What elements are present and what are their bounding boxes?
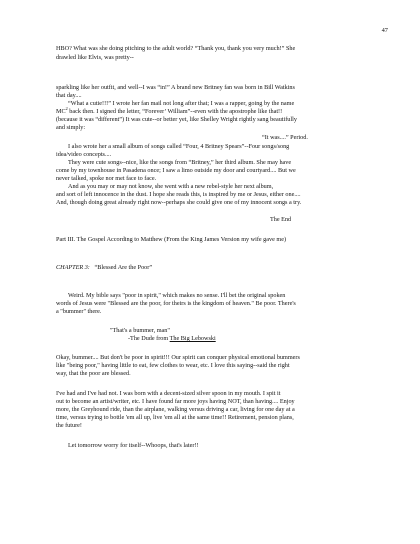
quote-attribution xyxy=(128,335,216,343)
text-line: the future! xyxy=(56,422,82,429)
text-line: Okay, bummer.... But don't be poor in spirit!!! Our spirit can conquer physical emotional bummers xyxy=(56,354,300,361)
text-line: Weird. My bible says "poor in spirit," which makes no sense. I'll bet the original spoken xyxy=(68,292,286,299)
text-fragment: -The Dude from xyxy=(128,335,170,342)
text-line: And, though doing great already right now--perhaps she could give one of my innocent songs a try. xyxy=(56,199,302,206)
text-line: way, that the poor are blessed. xyxy=(56,370,131,377)
text-fragment: back then. I signed the letter, “Forever’ William”--even with the apostrophe like that!! xyxy=(67,108,283,115)
film-title: The Big Lebowski xyxy=(169,335,216,342)
text-line: I've had and I've had not. I was born with a decent-sized silver spoon in my mouth. I spit it xyxy=(56,390,281,397)
chapter-title: “Blessed Are the Poor” xyxy=(94,264,153,271)
text-line: And as you may or may not know, she went with a new rebel-style her next album, xyxy=(68,183,274,190)
text-line: a "bummer" there. xyxy=(56,308,102,315)
text-line: drawled like Elvis, was pretty-- xyxy=(56,54,134,61)
text-line: more, the Greyhound ride, than the airplane, walking versus driving a car, living for one day at a xyxy=(56,406,295,413)
text-line: come by my townhouse in Pasadena once; I saw a limo outside my door and courtyard.... But we xyxy=(56,167,296,174)
text-line: idea/video concepts.... xyxy=(56,151,112,158)
text-line: I also wrote her a small album of songs called “Four, 4 Britney Spears”--Four songs/song xyxy=(68,143,290,150)
text-line: HBO? What was she doing pitching to the adult world? “Thank you, thank you very much!” She xyxy=(56,45,296,52)
text-line: “What a cutie!!!” I wrote her fan mail not long after that; I was a rapper, going by the name xyxy=(68,100,295,107)
text-line: (because it was “different”) It was cute--or better yet, like Shelley Wright rightly sang beautifully xyxy=(56,116,297,123)
text-line: out to become an artist/writer, etc. I have found far more joys having NOT, than having.... Enjoy xyxy=(56,398,295,405)
page-number: 47 xyxy=(381,27,388,34)
text-line: “It was....” Period. xyxy=(262,134,308,141)
section-end: The End xyxy=(270,216,292,223)
text-line: Let tomorrow worry for itself--Whoops, that's later!! xyxy=(68,442,199,449)
superscript: 2 xyxy=(65,105,68,111)
text-line: and sort of left innocence in the dust. I hope she reads this, is inspired by me or Jesus, either one.... xyxy=(56,191,301,198)
text-line xyxy=(56,105,283,116)
text-line: and simply: xyxy=(56,124,86,131)
text-line: never talked, spoke nor met face to face. xyxy=(56,175,157,182)
chapter-label: CHAPTER 3: xyxy=(56,264,90,271)
text-line: like "being poor," having little to eat, few clothes to wear, etc. I love this saying--said the right xyxy=(56,362,290,369)
text-line: that day.... xyxy=(56,92,82,99)
part-heading: Part III. The Gospel According to Matthew (From the King James Version my wife gave me) xyxy=(56,236,287,243)
quote-line: "That's a bummer, man" xyxy=(110,327,170,334)
text-fragment: MC xyxy=(56,108,66,115)
text-line: time, versus trying to bottle 'em all up, live 'em all at the same time!! Retirement, pension plans, xyxy=(56,414,294,421)
chapter-heading xyxy=(56,264,152,272)
text-line: They were cute songs--nice, like the songs from “Britney,” her third album. She may have xyxy=(68,159,292,166)
text-line: words of Jesus were "Blessed are the poor, for theirs is the kingdom of heaven." Be poor. There's xyxy=(56,300,296,307)
text-line: sparkling like her outfit, and well--I was “in!” A brand new Britney fan was born in Bill Watkins xyxy=(56,84,295,91)
